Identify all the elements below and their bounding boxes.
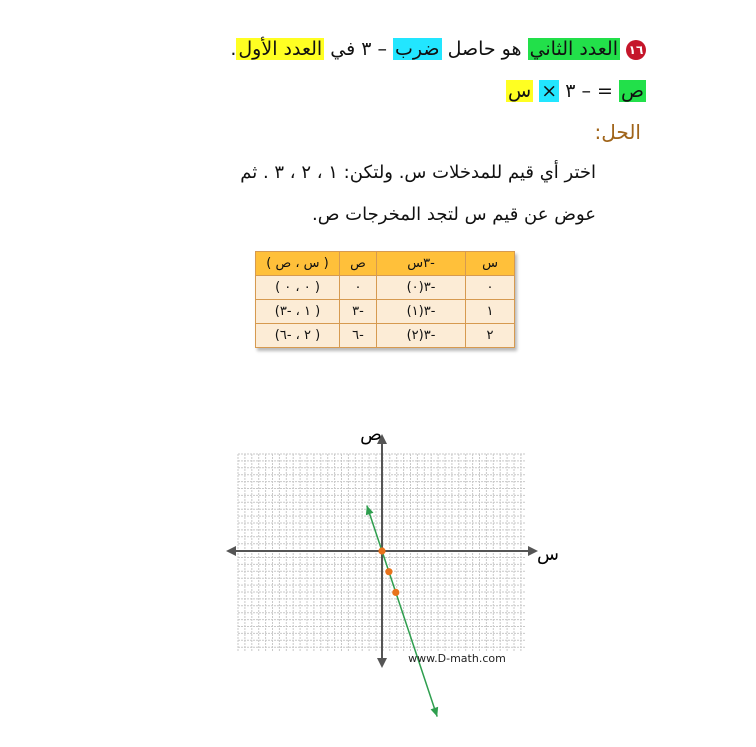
- cell-y: -٦: [340, 324, 377, 348]
- header-x: س: [466, 252, 515, 276]
- cell-pair: ( ٠ ، ٠ ): [256, 276, 340, 300]
- x-axis-arrow-left: [226, 546, 236, 556]
- eq-equals-minus-three: = – ٣: [565, 80, 613, 102]
- instruction-line-2: عوض عن قيم س لتجد المخرجات ص.: [311, 204, 596, 225]
- cell-x: ٠: [466, 276, 515, 300]
- data-point: [392, 589, 399, 596]
- series-arrow-down: [431, 707, 439, 717]
- instruction-line-1: اختر أي قيم للمدخلات س. ولتكن: ١ ، ٢ ، ٣ . ثم: [240, 162, 596, 183]
- term-first-number: العدد الأول: [238, 38, 323, 60]
- data-point: [385, 568, 392, 575]
- header-minus-3x: -٣س: [377, 252, 466, 276]
- y-axis-arrow-down: [377, 658, 387, 668]
- header-ordered-pair: ( س ، ص ): [256, 252, 340, 276]
- text-minus-three-in: – ٣ في: [330, 38, 387, 60]
- cell-expr: -٣(١): [377, 300, 466, 324]
- data-point: [378, 547, 385, 554]
- cell-pair: ( ٢ ، -٦): [256, 324, 340, 348]
- term-second-number: العدد الثاني: [529, 38, 618, 60]
- cell-x: ١: [466, 300, 515, 324]
- cell-y: ٠: [340, 276, 377, 300]
- cell-y: -٣: [340, 300, 377, 324]
- series-arrow-up: [366, 505, 374, 515]
- cell-expr: -٣(٢): [377, 324, 466, 348]
- text-period: .: [230, 38, 237, 60]
- eq-times: ×: [541, 80, 558, 102]
- cell-pair: ( ١ ، -٣): [256, 300, 340, 324]
- cell-expr: -٣(٠): [377, 276, 466, 300]
- y-axis-label: ص: [360, 424, 382, 445]
- watermark: www.D-math.com: [408, 652, 506, 665]
- question-number: ١٦: [626, 40, 646, 60]
- cell-x: ٢: [466, 324, 515, 348]
- text-product-of: هو حاصل: [447, 38, 522, 60]
- solution-label: الحل:: [594, 120, 641, 144]
- series-line: [367, 505, 437, 716]
- x-axis-label: س: [537, 544, 559, 565]
- eq-x: س: [508, 80, 532, 102]
- term-multiply: ضرب: [395, 38, 440, 60]
- header-y: ص: [340, 252, 377, 276]
- eq-y: ص: [621, 80, 644, 102]
